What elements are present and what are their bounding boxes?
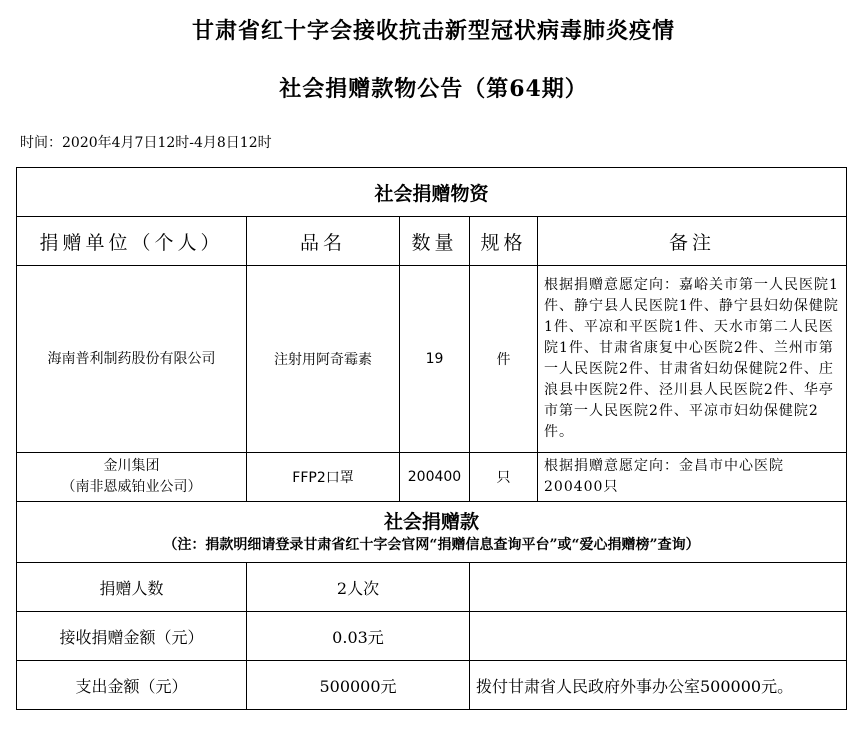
item-cell: 注射用阿奇霉素 <box>247 266 400 453</box>
money-value: 2人次 <box>247 563 470 612</box>
money-label: 支出金额（元） <box>17 661 247 710</box>
money-section-header <box>17 502 847 563</box>
goods-section-title: 社会捐赠物资 <box>17 168 847 217</box>
header-quantity: 数量 <box>400 217 470 266</box>
time-range: 时间：2020年4月7日12时-4月8日12时 <box>20 135 272 151</box>
money-value: 500000元 <box>247 661 470 710</box>
donor-cell <box>17 453 247 502</box>
money-row-expense <box>17 661 847 710</box>
header-donor: 捐赠单位（个人） <box>17 217 247 266</box>
money-row-received <box>17 612 847 661</box>
page-title-line1: 甘肃省红十字会接收抗击新型冠状病毒肺炎疫情 <box>191 18 675 44</box>
money-value: 0.03元 <box>247 612 470 661</box>
spec-cell: 件 <box>470 266 538 453</box>
money-remark: 拨付甘肃省人民政府外事办公室500000元。 <box>470 661 847 710</box>
page-title-line2: 社会捐赠款物公告（第64期） <box>279 76 588 102</box>
item-cell: FFP2口罩 <box>247 453 400 502</box>
header-spec: 规格 <box>470 217 538 266</box>
goods-section-header-row <box>17 168 847 217</box>
money-section-header-row <box>17 502 847 563</box>
table-row <box>17 266 847 453</box>
table-row <box>17 453 847 502</box>
spec-cell: 只 <box>470 453 538 502</box>
note-cell: 根据捐赠意愿定向：金昌市中心医院200400只 <box>538 453 847 502</box>
header-item: 品名 <box>247 217 400 266</box>
money-remark <box>470 612 847 661</box>
goods-column-headers <box>17 217 847 266</box>
donation-table <box>16 167 847 710</box>
money-section-title: 社会捐赠款 <box>384 511 480 533</box>
header-note: 备注 <box>538 217 847 266</box>
donor-name: 海南普利制药股份有限公司 <box>47 350 216 367</box>
money-remark <box>470 563 847 612</box>
quantity-cell: 19 <box>400 266 470 453</box>
donor-subname: （南非恩威铂业公司） <box>61 479 202 495</box>
donor-name: 金川集团 <box>103 458 160 474</box>
donor-cell <box>17 266 247 453</box>
money-row-donors <box>17 563 847 612</box>
money-label: 接收捐赠金额（元） <box>17 612 247 661</box>
note-cell: 根据捐赠意愿定向：嘉峪关市第一人民医院1件、静宁县人民医院1件、静宁县妇幼保健院1件、平凉和平医院1件、天水市第二人民医院1件、甘肃省康复中心医院2件、兰州市第一人民医院2件、甘肃省妇幼保健院2件、庄浪县中医院2件、泾川县人民医院2件、华亭市第一人民医院2件、平凉市妇幼保健院2件。 <box>538 266 847 453</box>
money-label: 捐赠人数 <box>17 563 247 612</box>
money-section-note: （注：捐款明细请登录甘肃省红十字会官网“捐赠信息查询平台”或“爱心捐赠榜”查询） <box>163 537 700 553</box>
quantity-cell: 200400 <box>400 453 470 502</box>
